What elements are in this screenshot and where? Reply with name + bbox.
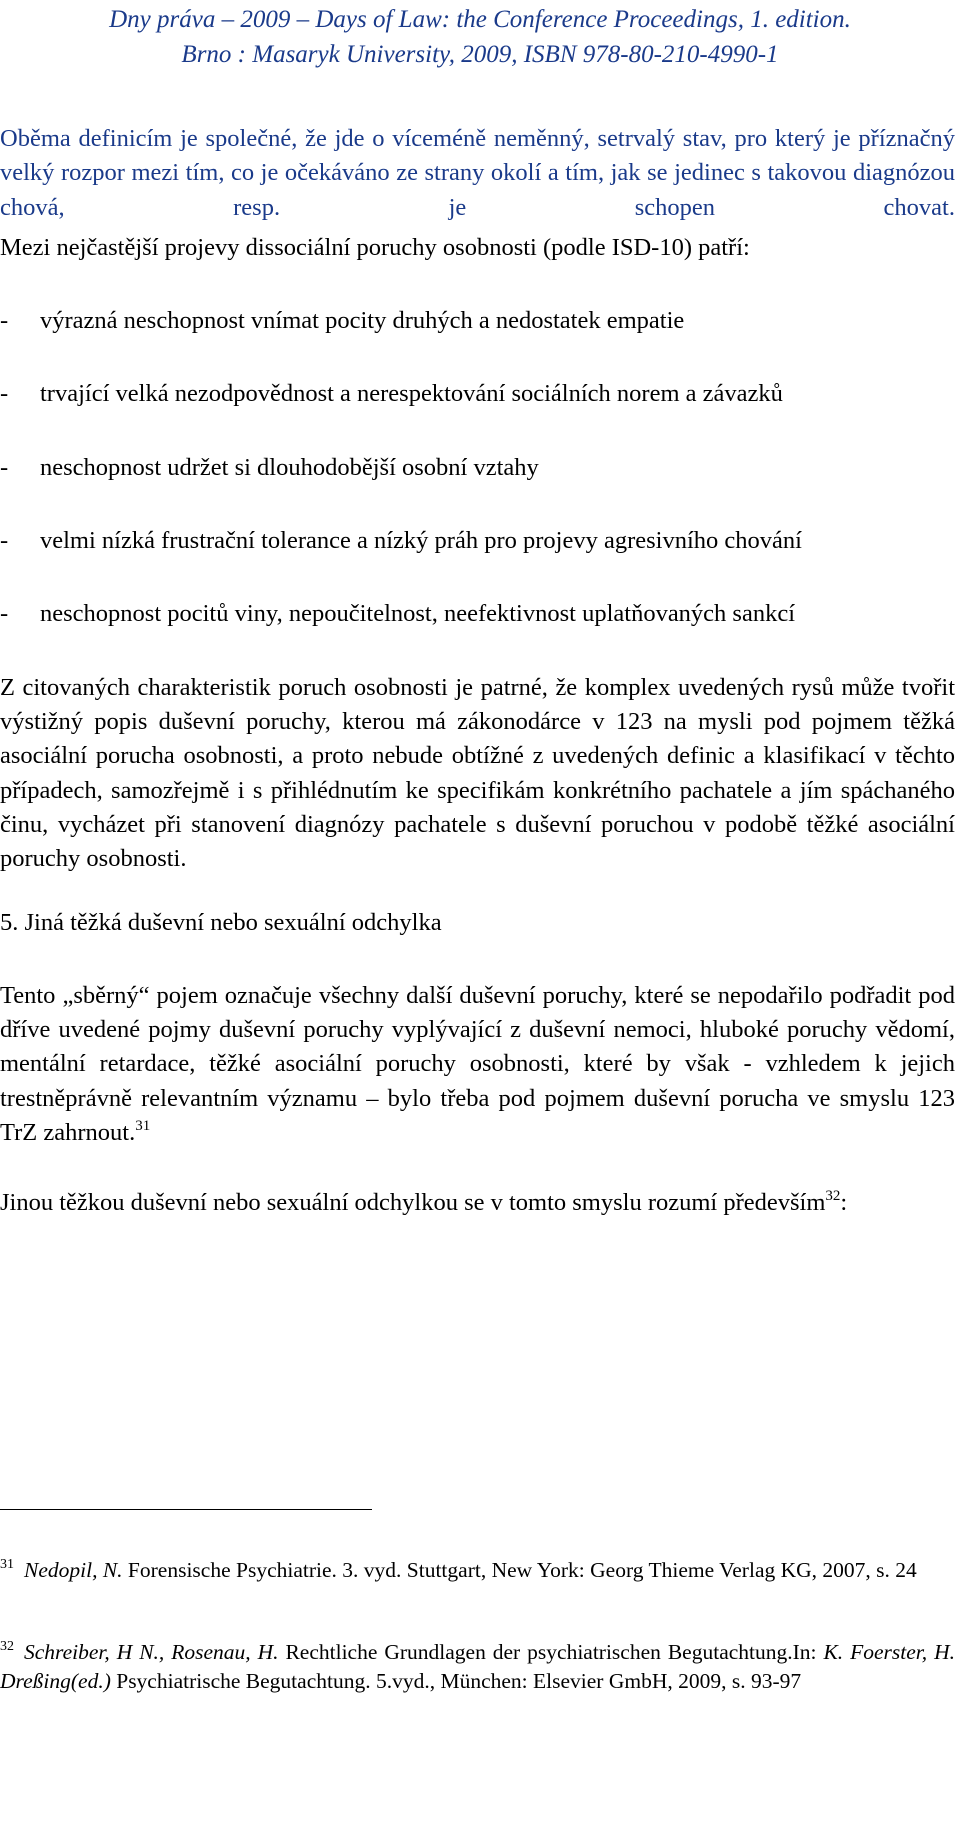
paragraph-colon: :	[840, 1189, 848, 1217]
footnote-ref-31[interactable]: 31	[135, 1117, 151, 1134]
section-heading: 5. Jiná těžká duševní nebo sexuální odchylka	[0, 909, 442, 937]
paragraph-collective-term	[0, 979, 955, 1150]
footnote-number: 31	[0, 1557, 14, 1572]
list-item	[0, 451, 955, 485]
list-dash: -	[0, 527, 9, 555]
list-dash: -	[0, 380, 9, 408]
footnote-text: Forensische Psychiatrie. 3. vyd. Stuttgart, New York: Georg Thieme Verlag KG, 2007, s. 24	[122, 1558, 917, 1582]
page-header	[0, 0, 960, 72]
body-text	[0, 122, 955, 1221]
footnote-32	[0, 1638, 955, 1696]
footnote-author: Nedopil, N.	[24, 1558, 123, 1582]
footnote-author: Schreiber, H N., Rosenau, H.	[24, 1640, 279, 1664]
footnote-31	[0, 1556, 955, 1585]
footnote-divider	[0, 1509, 372, 1510]
list-item-text: neschopnost pocitů viny, nepoučitelnost, neefektivnost uplatňovaných sankcí	[40, 600, 796, 628]
paragraph-characteristics: Z citovaných charakteristik poruch osobnosti je patrné, že komplex uvedených rysů může tvořit výstižný popis duševní poruchy, kterou má zákonodárce v 123 na mysli pod pojmem těžká asociální porucha osobnosti, a proto nebude obtížné z uvedených definic a klasifikací v těchto případech, samozřejmě i s přihlédnutím ke specifikám konkrétního pachatele a jím spáchaného činu, vycházet při stanovení diagnózy pachatele s duševní poruchou v podobě těžké asociální poruchy osobnosti.	[0, 673, 955, 873]
header-line-2: Brno : Masaryk University, 2009, ISBN 978-80-210-4990-1	[181, 41, 779, 68]
list-item	[0, 524, 955, 558]
paragraph-other-deviation-text: Jinou těžkou duševní nebo sexuální odchylkou se v tomto smyslu rozumí především	[0, 1189, 826, 1217]
list-item-text: trvající velká nezodpovědnost a nerespektování sociálních norem a závazků	[40, 380, 783, 408]
paragraph-collective-term-text: Tento „sběrný“ pojem označuje všechny další duševní poruchy, které se nepodařilo podřadit pod dříve uvedené pojmy duševní poruchy vyplývající z duševní nemoci, hluboké poruchy vědomí, mentální retardace, těžké asociální poruchy osobnosti, které by však - vzhledem k jejich trestněprávně relevantním významu – bylo třeba pod pojmem duševní porucha ve smyslu 123 TrZ zahrnout.	[0, 981, 955, 1146]
footnote-number: 32	[0, 1639, 14, 1654]
list-dash: -	[0, 600, 9, 628]
paragraph-other-deviation	[0, 1186, 955, 1220]
list-dash: -	[0, 307, 9, 335]
list-item-text: neschopnost udržet si dlouhodobější osobní vztahy	[40, 453, 539, 481]
footnote-text: Psychiatrische Begutachtung. 5.vyd., München: Elsevier GmbH, 2009, s. 93-97	[110, 1669, 802, 1693]
footnote-ref-32[interactable]: 32	[825, 1188, 841, 1205]
list-item-text: výrazná neschopnost vnímat pocity druhých a nedostatek empatie	[40, 307, 685, 335]
list-item	[0, 597, 955, 631]
list-item	[0, 304, 955, 338]
footnote-editors: K. Foerster, H. Dreßing(ed.)	[0, 1640, 955, 1693]
header-line-1: Dny práva – 2009 – Days of Law: the Conference Proceedings, 1. edition.	[109, 6, 851, 33]
footnote-text: Rechtliche Grundlagen der psychiatrischen Begutachtung.In:	[278, 1640, 824, 1664]
list-item-text: velmi nízká frustrační tolerance a nízký práh pro projevy agresivního chování	[40, 527, 802, 555]
paragraph-definitions: Oběma definicím je společné, že jde o víceméně neměnný, setrvalý stav, pro který je příznačný velký rozpor mezi tím, co je očekáváno ze strany okolí a tím, jak se jedinec s takovou diagnózou chová, resp. je schopen chovat.	[0, 125, 955, 221]
list-item	[0, 377, 955, 411]
list-intro: Mezi nejčastější projevy dissociální poruchy osobnosti (podle ISD-10) patří:	[0, 233, 750, 261]
list-dash: -	[0, 453, 9, 481]
